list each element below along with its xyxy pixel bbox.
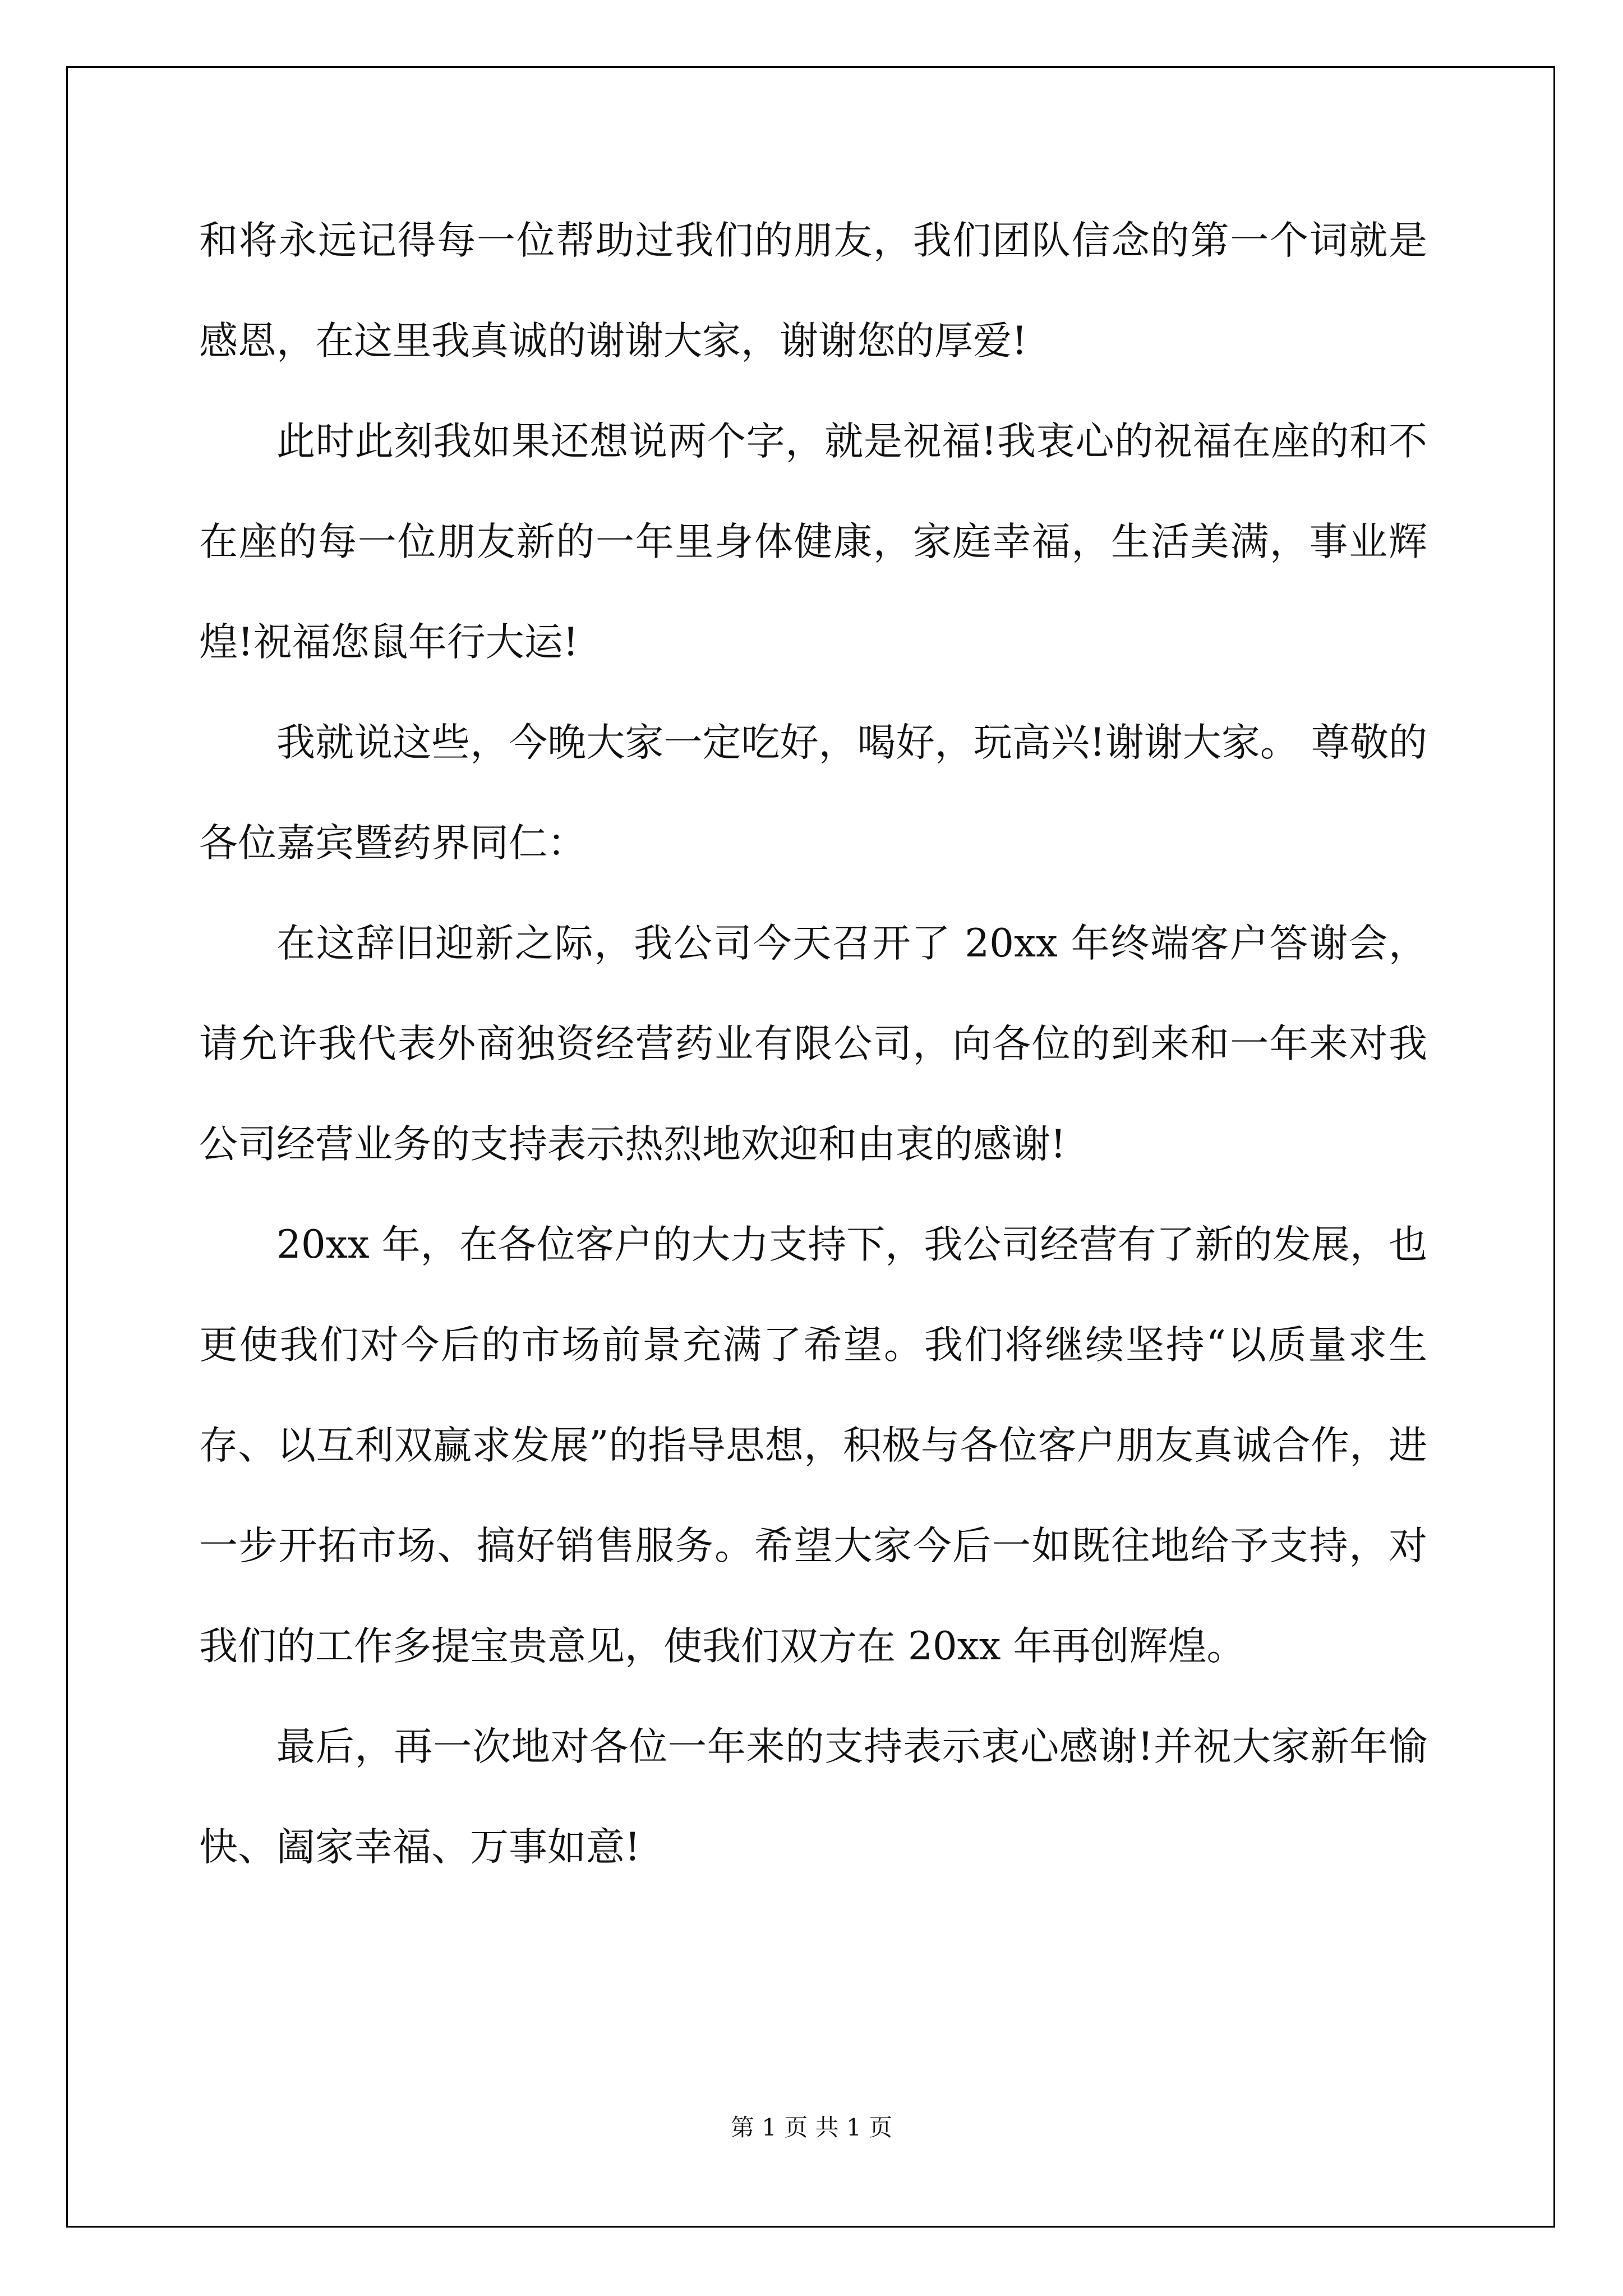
paragraph-5: 20xx 年，在各位客户的大力支持下，我公司经营有了新的发展，也更使我们对今后的市场前景充满了希望。我们将继续坚持“以质量求生存、以互利双赢求发展”的指导思想，积极与各位客户朋友真诚合作，进一步开拓市场、搞好销售服务。希望大家今后一如既往地给予支持，对我们的工作多提宝贵意见，使我们双方在 20xx 年再创辉煌。 xyxy=(199,1222,1427,1669)
page-footer: 第 1 页 共 1 页 xyxy=(730,2114,893,2141)
paragraph-2: 此时此刻我如果还想说两个字，就是祝福!我衷心的祝福在座的和不在座的每一位朋友新的一年里身体健康，家庭幸福，生活美满，事业辉煌!祝福您鼠年行大运! xyxy=(199,419,1427,665)
document-body xyxy=(199,191,1427,1898)
paragraph-1: 和将永远记得每一位帮助过我们的朋友，我们团队信念的第一个词就是感恩，在这里我真诚的谢谢大家，谢谢您的厚爱! xyxy=(199,218,1427,364)
paragraph-4: 在这辞旧迎新之际，我公司今天召开了 20xx 年终端客户答谢会，请允许我代表外商独资经营药业有限公司，向各位的到来和一年来对我公司经营业务的支持表示热烈地欢迎和由衷的感谢! xyxy=(199,921,1427,1167)
paragraph-3: 我就说这些，今晚大家一定吃好，喝好，玩高兴!谢谢大家。 尊敬的各位嘉宾暨药界同仁： xyxy=(199,720,1427,866)
paragraph-6: 最后，再一次地对各位一年来的支持表示衷心感谢!并祝大家新年愉快、阖家幸福、万事如意! xyxy=(199,1724,1427,1870)
